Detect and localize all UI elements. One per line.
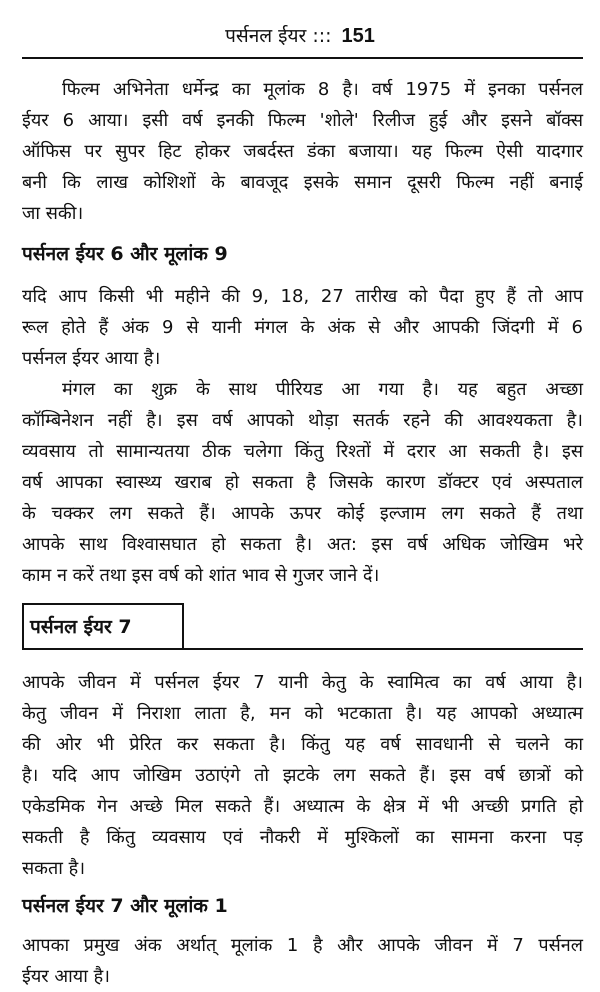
page-number: 151 [341,25,375,47]
running-header [0,22,600,48]
text-line: है। यदि आप जोखिम उठाएंगे तो झटके लग सकते हैं। इस वर्ष छात्रों को [22,765,583,786]
text-line: सकता है। [22,858,86,879]
text-line: पर्सनल ईयर आया है। [22,348,161,369]
paragraph-year-7-mulank-1 [22,930,583,992]
text-line: आपके जीवन में पर्सनल ईयर 7 यानी केतु के स्वामित्व का वर्ष आया है। [22,672,583,693]
text-line: की ओर भी प्रेरित कर सकता है। किंतु यह वर्ष सावधानी से चलने का [22,734,583,755]
text-line: बनी कि लाख कोशिशों के बावजूद इसके समान दूसरी फिल्म नहीं बनाई [22,172,583,193]
text-line: काम न करें तथा इस वर्ष को शांत भाव से गुजर जाने दें। [22,565,380,586]
text-line: व्यवसाय तो सामान्यतया ठीक चलेगा किंतु रिश्तों में दरार आ सकती है। इस [22,441,583,462]
text-line: ऑफिस पर सुपर हिट होकर जबर्दस्त डंका बजाया। यह फिल्म ऐसी यादगार [22,141,583,162]
paragraph-intro-9 [22,281,583,591]
section-heading: पर्सनल ईयर 6 और मूलांक 9 [22,243,228,265]
section-rule [22,648,583,650]
text-line: ईयर 6 आया। इसी वर्ष इनकी फिल्म 'शोले' रिलीज हुई और इसने बॉक्स [22,110,583,131]
text-line: फिल्म अभिनेता धर्मेन्द्र का मूलांक 8 है। वर्ष 1975 में इनका पर्सनल [62,79,583,100]
paragraph-dharmendra [22,74,583,229]
text-line: आपका प्रमुख अंक अर्थात् मूलांक 1 है और आपके जीवन में 7 पर्सनल [22,935,583,956]
running-header-title: पर्सनल ईयर ::: [225,25,332,47]
text-line: मंगल का शुक्र के साथ पीरियड आ गया है। यह बहुत अच्छा [62,379,583,400]
text-line: यदि आप किसी भी महीने की 9, 18, 27 तारीख को पैदा हुए हैं तो आप [22,286,583,307]
section-box-heading: पर्सनल ईयर 7 [22,603,184,649]
text-line: कॉम्बिनेशन नहीं है। इस वर्ष आपको थोड़ा सतर्क रहने की आवश्यकता है। [22,410,583,431]
header-rule [22,57,583,59]
text-line: रूल होते हैं अंक 9 से यानी मंगल के अंक से और आपकी जिंदगी में 6 [22,317,583,338]
section-heading: पर्सनल ईयर 7 और मूलांक 1 [22,895,228,917]
text-line: एकेडमिक गेन अच्छे मिल सकते हैं। अध्यात्म के क्षेत्र में भी अच्छी प्रगति हो [22,796,583,817]
text-line: वर्ष आपका स्वास्थ्य खराब हो सकता है जिसके कारण डॉक्टर एवं अस्पताल [22,472,583,493]
text-line: केतु जीवन में निराशा लाता है, मन को भटकाता है। यह आपको अध्यात्म [22,703,583,724]
text-line: ईयर आया है। [22,966,110,987]
text-line: के चक्कर लग सकते हैं। आपके ऊपर कोई इल्जाम लग सकते हैं तथा [22,503,583,524]
text-line: आपके साथ विश्वासघात हो सकता है। अत: इस वर्ष अधिक जोखिम भरे [22,534,583,555]
text-line: सकती है किंतु व्यवसाय एवं नौकरी में मुश्किलों का सामना करना पड़ [22,827,583,848]
text-line: जा सकी। [22,203,84,224]
paragraph-year-7 [22,667,583,884]
